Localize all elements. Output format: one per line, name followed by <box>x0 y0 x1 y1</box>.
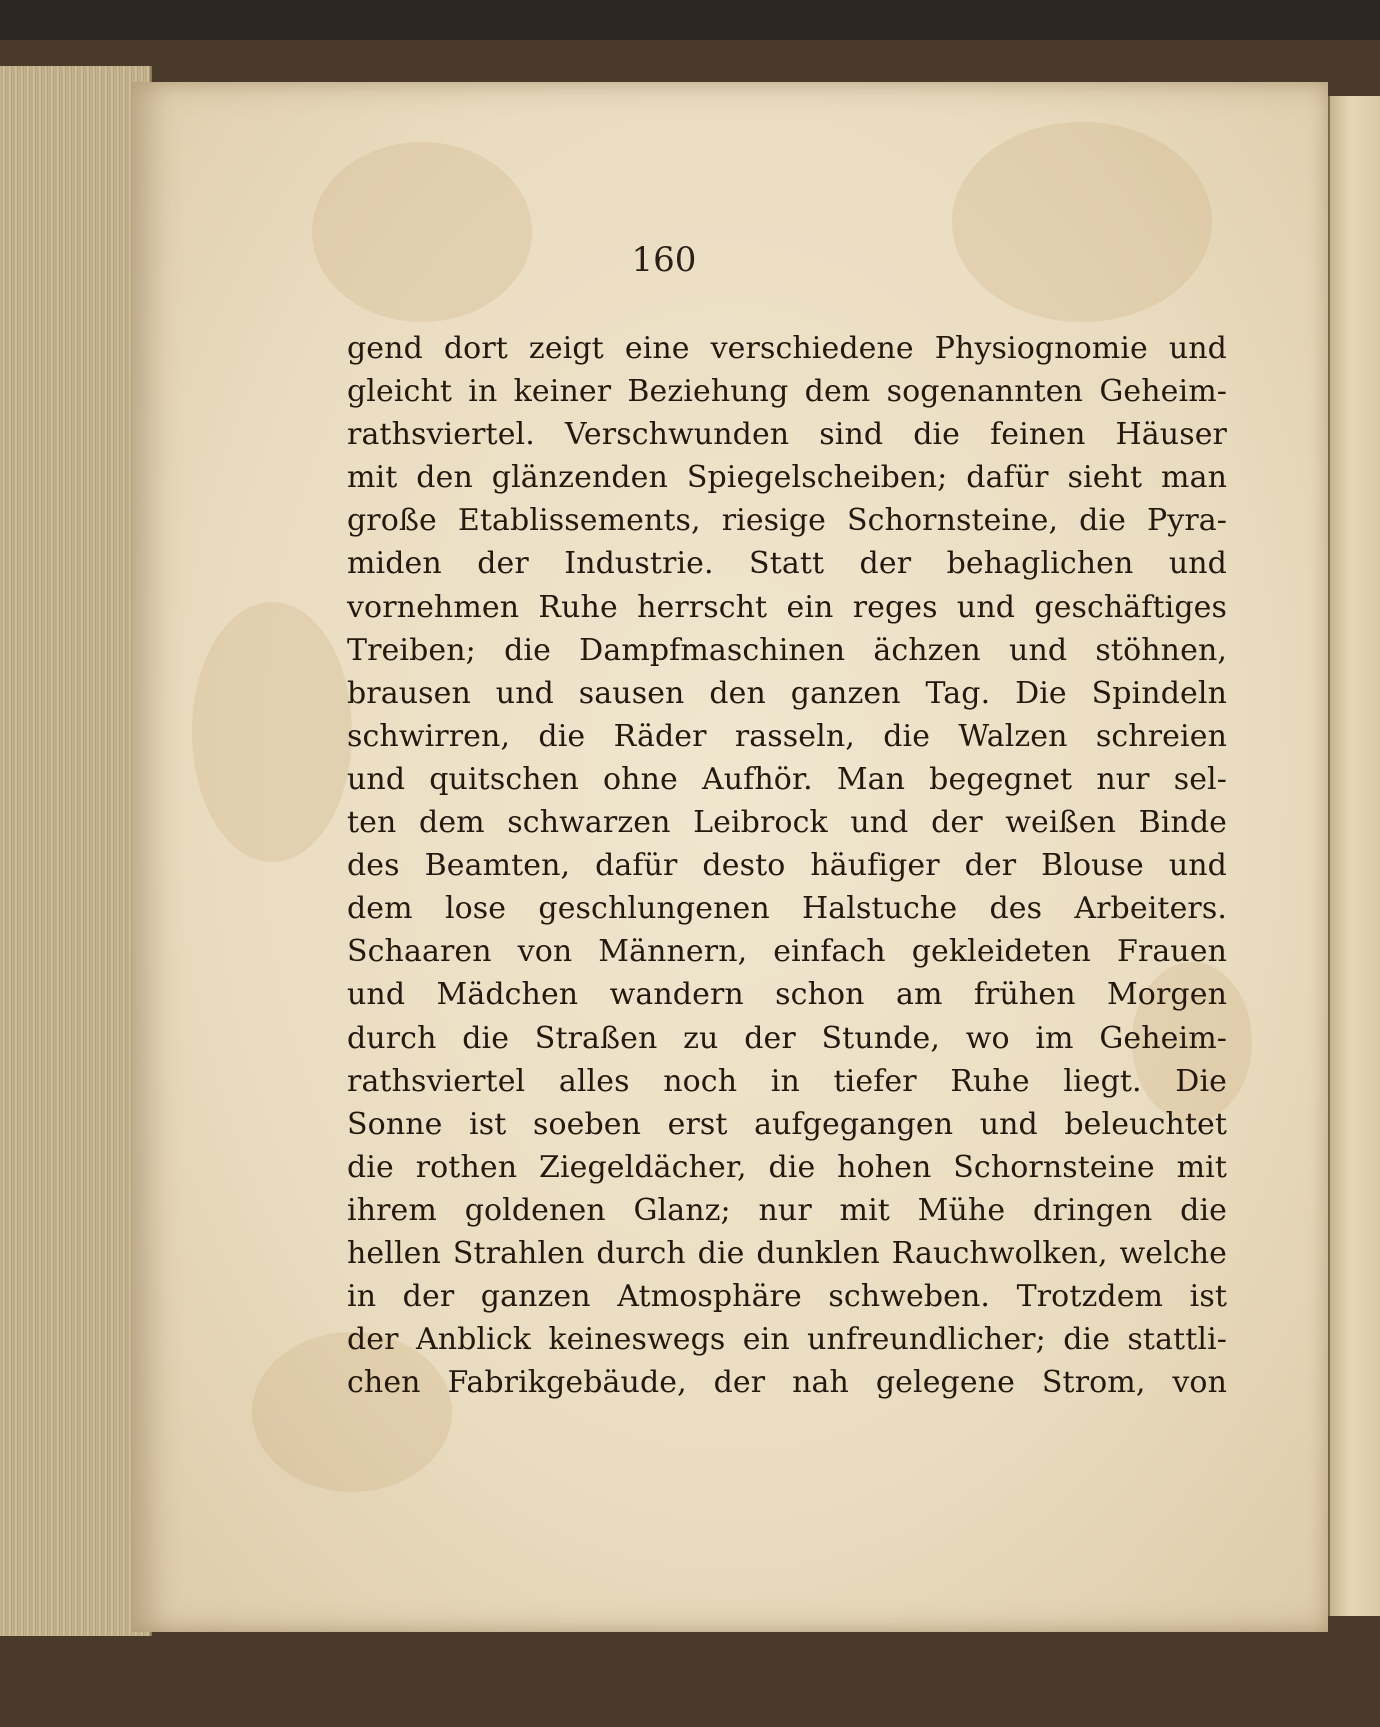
paper-stain <box>312 142 532 322</box>
text-line: miden der Industrie. Statt der behaglichen und <box>347 546 1227 582</box>
text-line: und quitschen ohne Aufhör. Man begegnet nur sel- <box>347 761 1227 797</box>
paper-stain <box>192 602 352 862</box>
text-line: ten dem schwarzen Leibrock und der weißen Binde <box>347 805 1227 841</box>
text-line: und Mädchen wandern schon am frühen Morgen <box>347 977 1227 1013</box>
text-line: große Etablissements, riesige Schornsteine, die Pyra- <box>347 503 1227 539</box>
text-line: vornehmen Ruhe herrscht ein reges und geschäftiges <box>347 589 1227 625</box>
text-line: rathsviertel. Verschwunden sind die feinen Häuser <box>347 417 1227 453</box>
text-line: Schaaren von Männern, einfach gekleideten Frauen <box>347 934 1227 970</box>
text-line: der Anblick keineswegs ein unfreundlicher; die stattli- <box>347 1322 1227 1358</box>
text-line: chen Fabrikgebäude, der nah gelegene Strom, von <box>347 1365 1227 1401</box>
text-line: durch die Straßen zu der Stunde, wo im Geheim- <box>347 1020 1227 1056</box>
text-line: Treiben; die Dampfmaschinen ächzen und stöhnen, <box>347 632 1227 668</box>
page-edges <box>0 66 152 1636</box>
text-line: die rothen Ziegeldächer, die hohen Schornsteine mit <box>347 1149 1227 1185</box>
text-line: Sonne ist soeben erst aufgegangen und beleuchtet <box>347 1106 1227 1142</box>
paper-stain <box>952 122 1212 322</box>
text-line: rathsviertel alles noch in tiefer Ruhe liegt. Die <box>347 1063 1227 1099</box>
text-line: des Beamten, dafür desto häufiger der Blouse und <box>347 848 1227 884</box>
text-line: brausen und sausen den ganzen Tag. Die Spindeln <box>347 675 1227 711</box>
text-line: ihrem goldenen Glanz; nur mit Mühe dringen die <box>347 1192 1227 1228</box>
facing-page-edge <box>1328 96 1380 1616</box>
text-line: dem lose geschlungenen Halstuche des Arbeiters. <box>347 891 1227 927</box>
text-line: in der ganzen Atmosphäre schweben. Trotzdem ist <box>347 1279 1227 1315</box>
text-line: gend dort zeigt eine verschiedene Physiognomie und <box>347 331 1227 366</box>
text-line: hellen Strahlen durch die dunklen Rauchwolken, welche <box>347 1235 1227 1271</box>
text-line: schwirren, die Räder rasseln, die Walzen schreien <box>347 718 1227 754</box>
text-line: mit den glänzenden Spiegelscheiben; dafür sieht man <box>347 460 1227 496</box>
page-number: 160 <box>631 240 697 280</box>
body-text <box>347 327 1227 1404</box>
text-line: gleicht in keiner Beziehung dem sogenannten Geheim- <box>347 374 1227 410</box>
